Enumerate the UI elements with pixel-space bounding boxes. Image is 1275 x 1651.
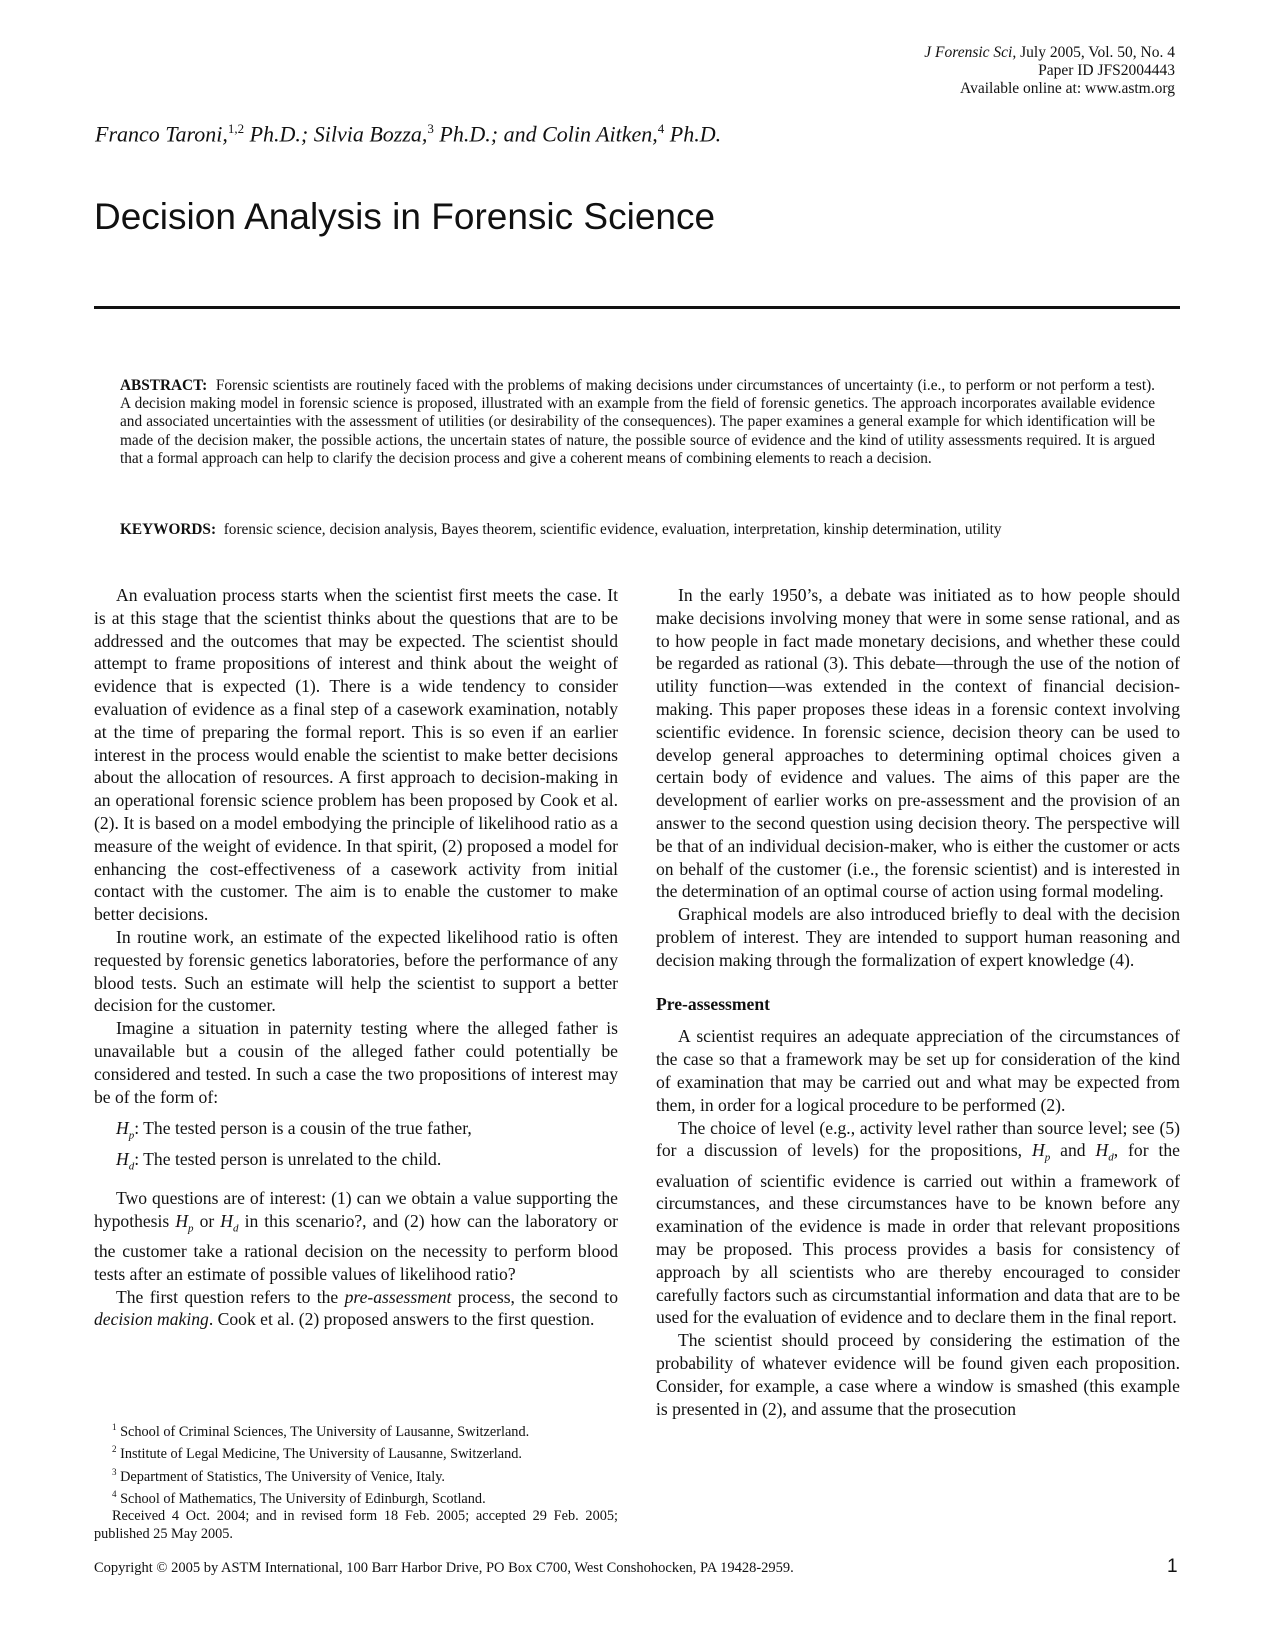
author-name: Franco Taroni, [95,121,228,147]
hypothesis-hp: $H_p$ [116,1118,135,1142]
abstract-label: ABSTRACT: [120,377,208,394]
paragraph: Two questions are of interest: (1) can we obtain a value supporting the hypothesis $H_p$ or $H_d$ in this scenario?, and (2) how can the laboratory or the customer take a rational decision on the necessity to perform blood tests after an estimate of possible values of likelihood ratio? [94,1187,618,1284]
paragraph: Graphical models are also introduced briefly to deal with the decision problem of interest. They are intended to support human reasoning and decision making through the formalization of expert knowledge (4). [656,904,1180,970]
hypothesis-hp: $H_p$ [1032,1140,1051,1164]
paper-id: Paper ID JFS2004443 [1038,62,1175,79]
paragraph: An evaluation process starts when the scientist first meets the case. It is at this stage that the scientist thinks about the questions that are to be addressed and the outcomes that may be expected. The scientist should attempt to frame propositions of interest and think about the weight of evidence that is expected (1). There is a wide tendency to consider evaluation of evidence as a final step of a casework examination, notably at the time of preparing the formal report. This is so even if an earlier interest in the process would enable the scientist to make better decisions about the allocation of resources. A first approach to decision-making in an operational forensic science problem has been proposed by Cook et al. (2). It is based on a model embodying the principle of likelihood ratio as a measure of the weight of evidence. In that spirit, (2) proposed a model for enhancing the cost-effectiveness of a casework activity from initial contact with the customer. The aim is to enable the customer to make better decisions. [94,585,618,925]
abstract [120,377,1155,468]
journal-name: J Forensic Sci, [924,44,1017,61]
paragraph: Imagine a situation in paternity testing where the alleged father is unavailable but a cousin of the alleged father could potentially be considered and tested. In such a case the two propositions of interest may be of the form of: [94,1018,618,1107]
keywords [120,521,1155,539]
paragraph: A scientist requires an adequate appreciation of the circumstances of the case so that a framework may be set up for consideration of the kind of examination that may be carried out and what may be expected from them, in order for a logical procedure to be performed (2). [656,1026,1180,1115]
footnote: $^3$ Department of Statistics, The University of Venice, Italy. [112,1466,445,1485]
online-availability: Available online at: www.astm.org [960,80,1175,97]
abstract-text: Forensic scientists are routinely faced with the problems of making decisions under circumstances of uncertainty (i.e., to perform or not perform a test). A decision making model in forensic science is proposed, illustrated with an example from the field of forensic genetics. The approach incorporates available evidence and associated uncertainties with the assessment of utilities (or desirability of the consequences). The paper examines a general example for which identification will be made of the decision maker, the possible actions, the uncertain states of nature, the possible source of evidence and the kind of utility assessments required. It is argued that a formal approach can help to clarify the decision process and give a coherent means of combining elements to reach a decision. [120,377,1155,467]
keywords-label: KEYWORDS: [120,521,217,538]
emphasis-term: decision making [94,1309,209,1330]
hypothesis-hp: $H_p$ [175,1210,194,1235]
journal-citation [924,44,1175,62]
received-dates: Received 4 Oct. 2004; and in revised form 18 Feb. 2005; accepted 29 Feb. 2005; published 25 May 2005. [94,1508,618,1542]
paper-title: Decision Analysis in Forensic Science [94,196,716,237]
footnote: $^1$ School of Criminal Sciences, The University of Lausanne, Switzerland. [112,1422,530,1440]
emphasis-term: pre-assessment [344,1286,452,1307]
author-affiliation-mark: 3 [427,121,434,136]
page-number: 1 [1167,1556,1178,1577]
hypothesis-hd: $H_d$ [116,1148,135,1173]
hypothesis-hd: $H_d$ [1095,1140,1114,1164]
author-affiliation-mark: 4 [657,121,665,136]
keywords-text: forensic science, decision analysis, Bayes theorem, scientific evidence, evaluation, interpretation, kinship determination, utility [223,521,1002,538]
hypothesis-hd: $H_d$ [220,1210,239,1235]
paragraph: In the early 1950’s, a debate was initiated as to how people should make decisions involving money that were in some sense rational, and as to how people in fact made monetary decisions, and whether these could be regarded as rational (3). This debate—through the use of the notion of utility function—was extended in the context of financial decision-making. This paper proposes these ideas in a forensic context involving scientific evidence. In forensic science, decision theory can be used to develop general approaches to determining optimal choices given a certain body of evidence and values. The aims of this paper are the development of earlier works on pre-assessment and the provision of an answer to the second question using decision theory. The perspective will be that of an individual decision-maker, who is either the customer or acts on behalf of the customer (i.e., the forensic scientist) and is interested in the determination of an optimal course of action using formal modeling. [656,585,1180,902]
proposition-hp [94,1117,618,1147]
author-degree: Ph.D.; [244,121,314,147]
title-divider [94,306,1180,309]
paragraph: In routine work, an estimate of the expected likelihood ratio is often requested by forensic genetics laboratories, before the performance of any blood tests. Such an estimate will help the scientist to support a better decision for the customer. [94,926,618,1016]
footnote: $^2$ Institute of Legal Medicine, The University of Lausanne, Switzerland. [112,1444,522,1463]
journal-issue: July 2005, Vol. 50, No. 4 [1016,44,1175,61]
author-degree: Ph.D. [664,121,722,147]
footnote: $^4$ School of Mathematics, The University of Edinburgh, Scotland. [112,1488,486,1507]
author-list [95,121,721,147]
propositions-list [94,1117,618,1178]
right-column [656,584,1180,1420]
paragraph: The first question refers to the pre-assessment process, the second to decision making. Cook et al. (2) proposed answers to the first question. [94,1286,618,1330]
author-affiliation-mark: 1,2 [227,121,245,136]
proposition-hd [94,1148,618,1178]
author-degree: Ph.D.; and [433,121,543,147]
left-column [94,584,618,1331]
section-heading: Pre-assessment [656,993,771,1014]
proposition-text: : The tested person is a cousin of the true father, [134,1118,472,1139]
copyright-notice: Copyright © 2005 by ASTM International, 100 Barr Harbor Drive, PO Box C700, West Conshohocken, PA 19428-2959. [94,1560,794,1576]
footnotes [94,1419,618,1543]
paragraph: The scientist should proceed by considering the estimation of the probability of whatever evidence will be found given each proposition. Consider, for example, a case where a window is smashed (this example is presented in (2), and assume that the prosecution [656,1330,1180,1419]
paragraph: The choice of level (e.g., activity level rather than source level; see (5) for a discussion of levels) for the propositions, $H_p$ and $H_d$, for the evaluation of scientific evidence is carried out within a framework of circumstances, and these circumstances have to be known before any examination of the evidence is made in order that relevant propositions may be proposed. This process provides a basis for consistency of approach by all scientists who are thereby encouraged to consider carefully factors such as circumstantial information and data that are to be used for the evaluation of evidence and to declare them in the final report. [656,1117,1180,1328]
proposition-text: : The tested person is unrelated to the child. [134,1148,442,1169]
author-name: Silvia Bozza, [313,121,428,147]
author-name: Colin Aitken, [542,121,658,147]
journal-info [924,44,1175,98]
